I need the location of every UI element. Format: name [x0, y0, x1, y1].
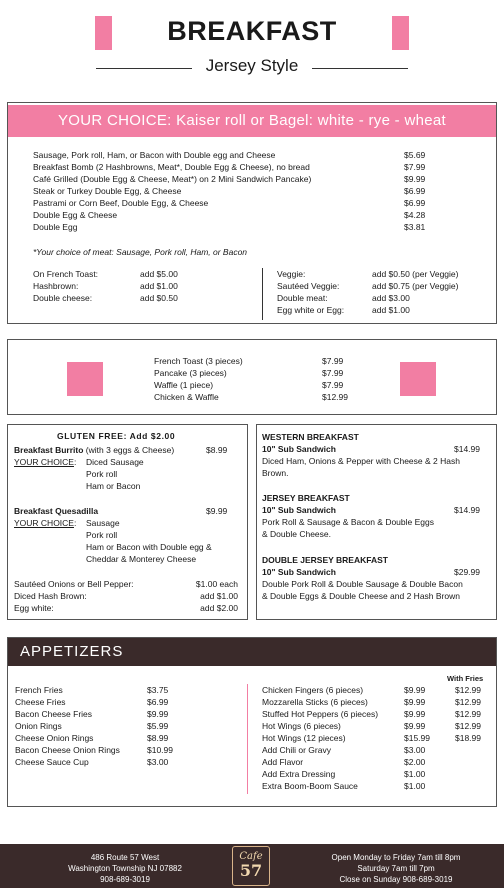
logo-text: Cafe: [239, 851, 263, 862]
quesadilla-name: Breakfast Quesadilla: [14, 506, 99, 516]
sub-title: WESTERN BREAKFAST: [262, 432, 359, 442]
sub-size: 10" Sub Sandwich: [262, 444, 336, 454]
appetizer-name: French Fries: [15, 685, 63, 695]
griddle-item-name: Chicken & Waffle: [154, 392, 219, 402]
addon-name: Veggie:: [277, 269, 306, 279]
extra-price: $1.00 each: [195, 579, 238, 589]
addon-price: add $0.50: [140, 293, 178, 303]
appetizer-price-with-fries: $18.99: [455, 733, 481, 743]
appetizer-name: Add Chili or Gravy: [262, 745, 331, 755]
appetizer-price-with-fries: $12.99: [455, 697, 481, 707]
appetizer-name: Bacon Cheese Onion Rings: [15, 745, 120, 755]
appetizer-price: $1.00: [404, 769, 426, 779]
burrito-name: Breakfast Burrito: [14, 445, 84, 455]
footer-address-line1: 486 Route 57 West: [90, 853, 160, 862]
sub-title: JERSEY BREAKFAST: [262, 493, 350, 503]
appetizer-price: $9.99: [147, 709, 169, 719]
quesadilla-option: Ham or Bacon with Double egg &: [86, 542, 212, 552]
appetizer-name: Extra Boom-Boom Sauce: [262, 781, 358, 791]
appetizer-name: Mozzarella Sticks (6 pieces): [262, 697, 368, 707]
extra-name: Egg white:: [14, 603, 54, 613]
footer-hours-line1: Open Monday to Friday 7am till 8pm: [331, 853, 461, 862]
griddle-item-price: $12.99: [322, 392, 348, 402]
appetizers-divider: [247, 684, 248, 794]
appetizer-price: $15.99: [404, 733, 430, 743]
menu-item-name: Steak or Turkey Double Egg, & Cheese: [33, 186, 182, 196]
choice-label: YOUR CHOICE: [14, 518, 74, 528]
griddle-item-price: $7.99: [322, 356, 344, 366]
addon-price: add $5.00: [140, 269, 178, 279]
addon-price: add $1.00: [372, 305, 410, 315]
quesadilla-option: Sausage: [86, 518, 120, 528]
sub-description: Diced Ham, Onions & Pepper with Cheese & 2 Hash: [262, 456, 460, 466]
menu-item-price: $6.99: [404, 186, 426, 196]
appetizer-price: $9.99: [404, 709, 426, 719]
appetizer-name: Bacon Cheese Fries: [15, 709, 93, 719]
addon-name: Egg white or Egg:: [277, 305, 345, 315]
appetizer-price: $2.00: [404, 757, 426, 767]
appetizer-price-with-fries: $12.99: [455, 709, 481, 719]
appetizer-price: $6.99: [147, 697, 169, 707]
sub-size: 10" Sub Sandwich: [262, 567, 336, 577]
quesadilla-choice-label: [14, 517, 76, 529]
choice-colon: :: [73, 457, 77, 467]
quesadilla-option: Cheddar & Monterey Cheese: [86, 554, 197, 564]
appetizer-name: Cheese Onion Rings: [15, 733, 94, 743]
page-subtitle: Jersey Style: [205, 56, 299, 75]
with-fries-header: With Fries: [447, 674, 484, 683]
choice-colon: :: [73, 518, 77, 528]
sub-title: DOUBLE JERSEY BREAKFAST: [262, 555, 388, 565]
appetizer-name: Stuffed Hot Peppers (6 pieces): [262, 709, 379, 719]
burrito-item: [14, 444, 174, 456]
menu-item-name: Café Grilled (Double Egg & Cheese, Meat*) on 2 Mini Sandwich Pancake): [33, 174, 312, 184]
appetizers-banner: [8, 638, 496, 666]
appetizer-price: $5.99: [147, 721, 169, 731]
choice-label: YOUR CHOICE: [14, 457, 74, 467]
appetizer-price: $8.99: [147, 733, 169, 743]
footer-hours-line3: Close on Sunday 908-689-3019: [339, 875, 453, 884]
sub-description: Double Pork Roll & Double Sausage & Double Bacon: [262, 579, 463, 589]
meat-note: *Your choice of meat: Sausage, Pork roll, Ham, or Bacon: [33, 247, 248, 257]
quesadilla-price: $9.99: [206, 506, 228, 516]
burrito-price: $8.99: [206, 445, 228, 455]
griddle-item-price: $7.99: [322, 380, 344, 390]
menu-item-name: Pastrami or Corn Beef, Double Egg, & Cheese: [33, 198, 209, 208]
burrito-option: Diced Sausage: [86, 457, 144, 467]
appetizer-name: Cheese Sauce Cup: [15, 757, 89, 767]
sub-price: $14.99: [454, 505, 480, 515]
addon-price: add $0.75 (per Veggie): [372, 281, 459, 291]
footer-phone: 908-689-3019: [100, 875, 150, 884]
menu-item-name: Breakfast Bomb (2 Hashbrowns, Meat*, Double Egg & Cheese), no bread: [33, 162, 310, 172]
menu-item-price: $6.99: [404, 198, 426, 208]
menu-item-name: Double Egg: [33, 222, 78, 232]
appetizer-name: Add Extra Dressing: [262, 769, 336, 779]
appetizer-price: $3.00: [147, 757, 169, 767]
menu-item-price: $9.99: [404, 174, 426, 184]
appetizer-price: $3.00: [404, 745, 426, 755]
appetizer-price-with-fries: $12.99: [455, 721, 481, 731]
appetizer-name: Hot Wings (6 pieces): [262, 721, 341, 731]
appetizers-title: APPETIZERS: [20, 643, 124, 660]
burrito-option: Ham or Bacon: [86, 481, 141, 491]
footer-address-line2: Washington Township NJ 07882: [68, 864, 182, 873]
menu-item-price: $5.69: [404, 150, 426, 160]
appetizer-name: Cheese Fries: [15, 697, 66, 707]
addon-name: Double meat:: [277, 293, 328, 303]
menu-item-price: $3.81: [404, 222, 426, 232]
menu-item-name: Sausage, Pork roll, Ham, or Bacon with Double egg and Cheese: [33, 150, 276, 160]
griddle-item-name: Waffle (1 piece): [154, 380, 214, 390]
sub-description: & Double Eggs & Double Cheese and 2 Hash Brown: [262, 591, 460, 601]
choice-banner: YOUR CHOICE: Kaiser roll or Bagel: white - rye - wheat: [8, 105, 496, 137]
burrito-choice-label: [14, 456, 76, 468]
appetizer-name: Chicken Fingers (6 pieces): [262, 685, 364, 695]
gluten-free-title: GLUTEN FREE: Add $2.00: [57, 431, 176, 441]
addon-price: add $0.50 (per Veggie): [372, 269, 459, 279]
menu-item-name: Double Egg & Cheese: [33, 210, 118, 220]
burrito-option: Pork roll: [86, 469, 118, 479]
sub-size: 10" Sub Sandwich: [262, 505, 336, 515]
sub-description: & Double Cheese.: [262, 529, 331, 539]
logo-number: 57: [239, 861, 263, 880]
griddle-item-name: French Toast (3 pieces): [154, 356, 243, 366]
addon-name: On French Toast:: [33, 269, 99, 279]
addon-name: Sautéed Veggie:: [277, 281, 340, 291]
appetizer-name: Hot Wings (12 pieces): [262, 733, 346, 743]
addon-name: Hashbrown:: [33, 281, 79, 291]
extra-name: Sautéed Onions or Bell Pepper:: [14, 579, 134, 589]
sub-description: Brown.: [262, 468, 289, 478]
decor-pink-square-griddle-right: [400, 362, 436, 396]
extra-price: add $2.00: [200, 603, 238, 613]
sub-price: $14.99: [454, 444, 480, 454]
addon-divider: [262, 268, 263, 320]
appetizer-price: $1.00: [404, 781, 426, 791]
burrito-desc: (with 3 eggs & Cheese): [83, 445, 175, 455]
appetizer-price: $9.99: [404, 685, 426, 695]
menu-item-price: $4.28: [404, 210, 426, 220]
appetizer-name: Add Flavor: [262, 757, 304, 767]
extra-name: Diced Hash Brown:: [14, 591, 87, 601]
appetizer-price: $3.75: [147, 685, 169, 695]
quesadilla-option: Pork roll: [86, 530, 118, 540]
griddle-item-name: Pancake (3 pieces): [154, 368, 227, 378]
appetizer-price: $9.99: [404, 721, 426, 731]
addon-price: add $1.00: [140, 281, 178, 291]
page-title: BREAKFAST: [167, 16, 337, 46]
appetizer-price: $9.99: [404, 697, 426, 707]
extra-price: add $1.00: [200, 591, 238, 601]
appetizer-price-with-fries: $12.99: [455, 685, 481, 695]
addon-price: add $3.00: [372, 293, 410, 303]
menu-item-price: $7.99: [404, 162, 426, 172]
sub-price: $29.99: [454, 567, 480, 577]
appetizer-name: Onion Rings: [15, 721, 62, 731]
griddle-item-price: $7.99: [322, 368, 344, 378]
sub-description: Pork Roll & Sausage & Bacon & Double Eggs: [262, 517, 434, 527]
decor-pink-square-griddle-left: [67, 362, 103, 396]
footer-hours-line2: Saturday 7am till 7pm: [357, 864, 435, 873]
appetizer-price: $10.99: [147, 745, 173, 755]
cafe-57-logo: [232, 846, 270, 886]
addon-name: Double cheese:: [33, 293, 93, 303]
